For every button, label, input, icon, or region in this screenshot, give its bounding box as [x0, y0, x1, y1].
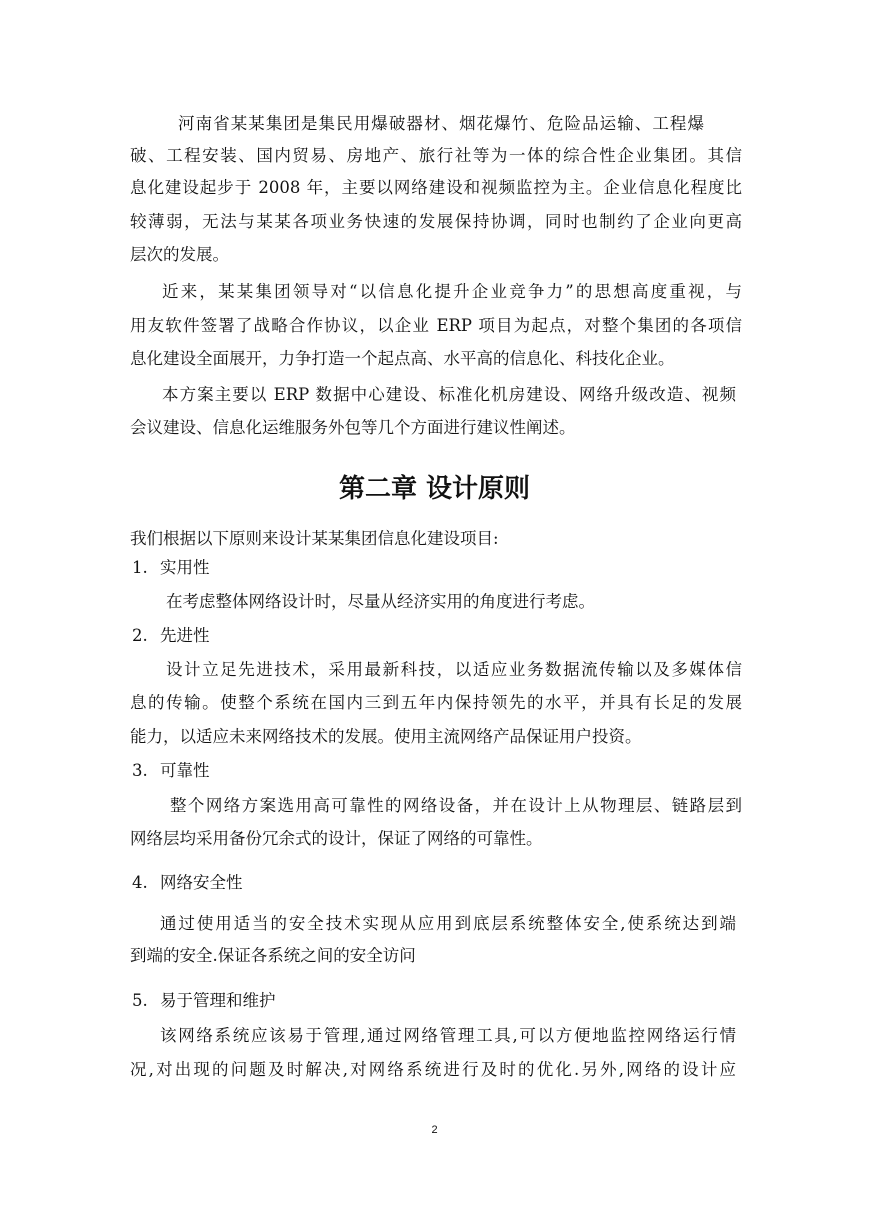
intro-p1-line-3: 息化建设起步于 2008 年，主要以网络建设和视频监控为主。企业信息化程度比 [130, 178, 742, 197]
principle-5-body-line-2: 况,对出现的问题及时解决,对网络系统进行及时的优化.另外,网络的设计应 [130, 1060, 736, 1079]
principle-5-body-line-1: 该网络系统应该易于管理,通过网络管理工具,可以方便地监控网络运行情 [160, 1026, 736, 1045]
principle-4-body-line-1: 通过使用适当的安全技术实现从应用到底层系统整体安全,使系统达到端 [160, 914, 736, 933]
intro-p1-line-5: 层次的发展。 [130, 245, 229, 264]
principle-1-title: 实用性 [160, 558, 210, 577]
principle-1-body-line-1: 在考虑整体网络设计时，尽量从经济实用的角度进行考虑。 [166, 592, 595, 611]
principle-3-number: 3. [132, 761, 148, 780]
intro-p1-line-2: 破、工程安装、国内贸易、房地产、旅行社等为一体的综合性企业集团。其信 [130, 146, 742, 165]
principle-5-title: 易于管理和维护 [160, 991, 276, 1010]
principle-2-body-line-1: 设计立足先进技术，采用最新科技，以适应业务数据流传输以及多媒体信 [166, 660, 742, 679]
principle-5-heading [132, 989, 276, 1013]
principle-5-number: 5. [132, 991, 148, 1010]
principle-4-heading [132, 871, 243, 895]
principle-2-title: 先进性 [160, 626, 210, 645]
principle-4-body-line-2: 到端的安全.保证各系统之间的安全访问 [130, 946, 416, 965]
principle-2-heading [132, 624, 210, 648]
principle-1-number: 1. [132, 558, 148, 577]
principle-2-body-line-2: 息的传输。使整个系统在国内三到五年内保持领先的水平，并具有长足的发展 [130, 693, 742, 712]
intro-p2-line-1: 近来，某某集团领导对“以信息化提升企业竞争力”的思想高度重视，与 [162, 282, 742, 301]
intro-p2-line-3: 息化建设全面展开，力争打造一个起点高、水平高的信息化、科技化企业。 [130, 349, 675, 368]
principle-3-heading [132, 759, 210, 783]
intro-p1-line-4: 较薄弱，无法与某某各项业务快速的发展保持协调，同时也制约了企业向更高 [130, 212, 742, 231]
principle-1-heading [132, 556, 210, 580]
intro-p2-line-2: 用友软件签署了战略合作协议，以企业 ERP 项目为起点，对整个集团的各项信 [130, 316, 742, 335]
principle-2-body-line-3: 能力，以适应未来网络技术的发展。使用主流网络产品保证用户投资。 [130, 727, 642, 746]
intro-p3-line-1: 本方案主要以 ERP 数据中心建设、标准化机房建设、网络升级改造、视频 [162, 385, 736, 404]
principle-4-number: 4. [132, 873, 148, 892]
principle-3-body-line-1: 整个网络方案选用高可靠性的网络设备，并在设计上从物理层、链路层到 [170, 796, 742, 815]
page-number: 2 [431, 1124, 438, 1136]
chapter-lead: 我们根据以下原则来设计某某集团信息化建设项目: [130, 529, 499, 548]
principle-4-title: 网络安全性 [160, 873, 243, 892]
chapter-title: 第二章 设计原则 [338, 474, 531, 504]
principle-2-number: 2. [132, 626, 148, 645]
intro-p1-line-1: 河南省某某集团是集民用爆破器材、烟花爆竹、危险品运输、工程爆 [178, 114, 704, 133]
principle-3-title: 可靠性 [160, 761, 210, 780]
principle-3-body-line-2: 网络层均采用备份冗余式的设计，保证了网络的可靠性。 [130, 829, 543, 848]
intro-p3-line-2: 会议建设、信息化运维服务外包等几个方面进行建议性阐述。 [130, 418, 576, 437]
